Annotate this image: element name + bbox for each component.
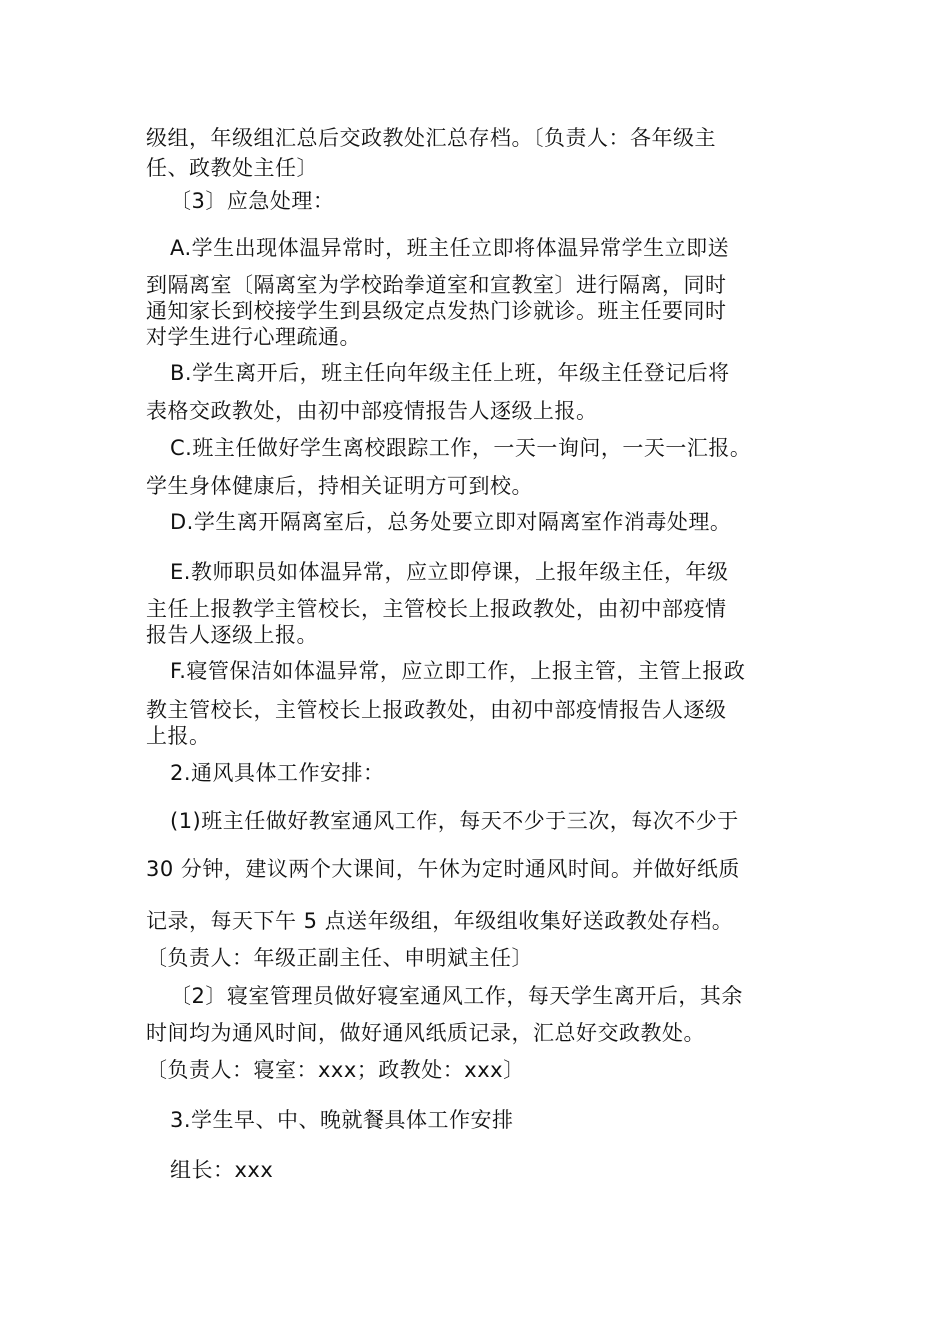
- text-line: 表格交政教处，由初中部疫情报告人逐级上报。: [146, 399, 598, 423]
- text-line: C.班主任做好学生离校跟踪工作，一天一询问，一天一汇报。: [170, 436, 752, 460]
- text-line: 任、政教处主任〕: [146, 156, 318, 180]
- text-line: 到隔离室〔隔离室为学校跆拳道室和宣教室〕进行隔离，同时: [146, 273, 727, 297]
- text-line: 主任上报教学主管校长，主管校长上报政教处，由初中部疫情: [146, 597, 727, 621]
- section-heading: 3.学生早、中、晚就餐具体工作安排: [170, 1108, 514, 1132]
- text-line: 〔2〕寝室管理员做好寝室通风工作，每天学生离开后，其余: [170, 984, 743, 1008]
- text-line: 〔负责人：寝室：xxx；政教处：xxx〕: [146, 1058, 525, 1082]
- text-line: 报告人逐级上报。: [146, 623, 318, 647]
- section-heading: 〔3〕应急处理：: [170, 189, 335, 213]
- text-line: 时间均为通风时间，做好通风纸质记录，汇总好交政教处。: [146, 1021, 705, 1045]
- text-line: 〔负责人：年级正副主任、申明斌主任〕: [146, 946, 533, 970]
- text-line: 通知家长到校接学生到县级定点发热门诊就诊。班主任要同时: [146, 299, 727, 323]
- text-line: F.寝管保洁如体温异常，应立即工作，上报主管，主管上报政: [170, 659, 746, 683]
- text-line: 学生身体健康后，持相关证明方可到校。: [146, 474, 533, 498]
- text-line: 教主管校长，主管校长上报政教处，由初中部疫情报告人逐级: [146, 698, 727, 722]
- text-line: 组长：xxx: [170, 1158, 274, 1182]
- section-heading: 2.通风具体工作安排：: [170, 761, 385, 785]
- text-line: 级组，年级组汇总后交政教处汇总存档。〔负责人：各年级主: [146, 126, 716, 150]
- text-line: D.学生离开隔离室后，总务处要立即对隔离室作消毒处理。: [170, 510, 732, 534]
- text-line: 对学生进行心理疏通。: [146, 325, 361, 349]
- text-line: E.教师职员如体温异常，应立即停课，上报年级主任，年级: [170, 560, 729, 584]
- text-line: 上报。: [146, 724, 211, 748]
- text-line: 记录，每天下午 5 点送年级组，年级组收集好送政教处存档。: [146, 909, 734, 933]
- text-line: B.学生离开后，班主任向年级主任上班，年级主任登记后将: [170, 361, 730, 385]
- text-line: A.学生出现体温异常时，班主任立即将体温异常学生立即送: [170, 236, 730, 260]
- text-line: 30 分钟，建议两个大课间，午休为定时通风时间。并做好纸质: [146, 857, 740, 881]
- text-line: (1)班主任做好教室通风工作，每天不少于三次，每次不少于: [170, 809, 739, 833]
